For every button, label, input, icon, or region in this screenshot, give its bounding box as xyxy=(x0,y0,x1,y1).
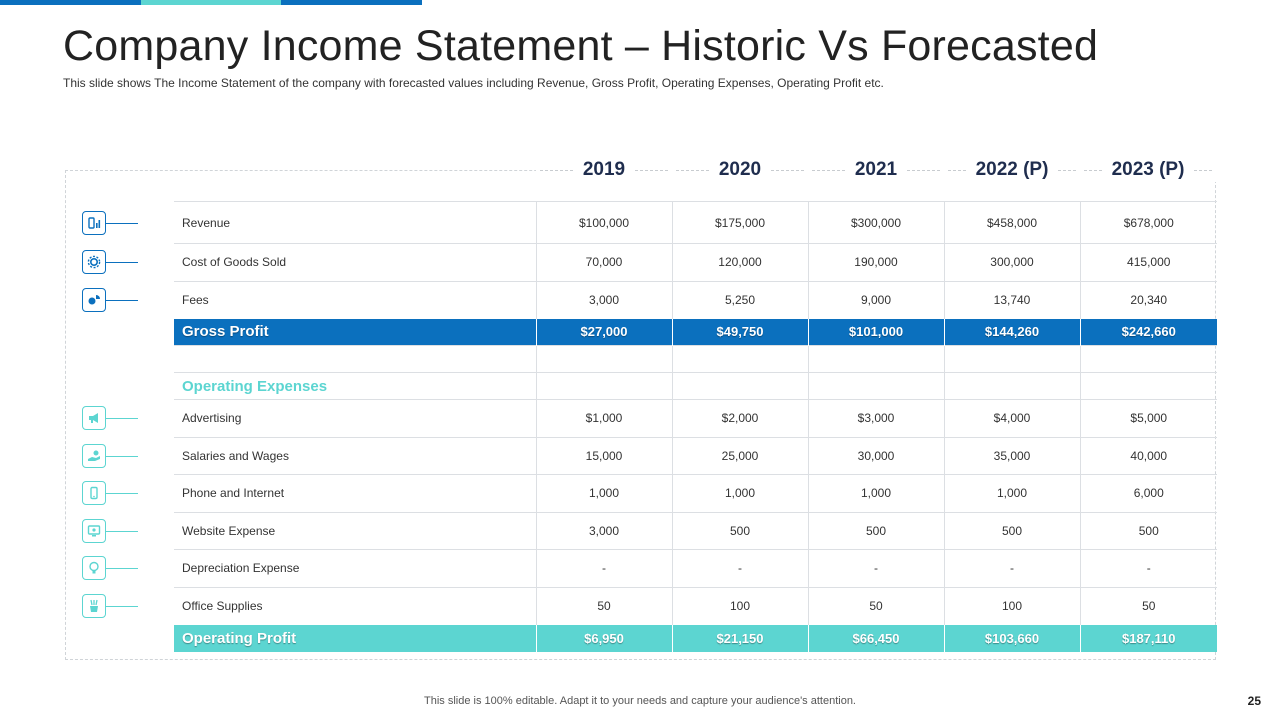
value-cell: 1,000 xyxy=(672,475,808,513)
row-label: Advertising xyxy=(174,400,536,438)
value-cell: 500 xyxy=(808,512,944,550)
value-cell: 70,000 xyxy=(536,244,672,282)
value-cell: 100 xyxy=(944,587,1080,625)
value-cell: 500 xyxy=(1080,512,1217,550)
row-label: Operating Expenses xyxy=(174,373,536,400)
value-cell xyxy=(808,346,944,373)
row-label: Cost of Goods Sold xyxy=(174,244,536,282)
value-cell: 120,000 xyxy=(672,244,808,282)
table-row xyxy=(174,512,1217,550)
value-cell xyxy=(944,346,1080,373)
icon-connector-line xyxy=(106,568,138,569)
year-label: 2019 xyxy=(577,159,631,181)
row-label: Depreciation Expense xyxy=(174,550,536,588)
value-cell: $300,000 xyxy=(808,202,944,244)
value-cell: 3,000 xyxy=(536,512,672,550)
value-cell: 300,000 xyxy=(944,244,1080,282)
operating-profit-row xyxy=(174,625,1217,652)
value-cell: - xyxy=(808,550,944,588)
year-label: 2021 xyxy=(849,159,903,181)
value-cell: $100,000 xyxy=(536,202,672,244)
megaphone-icon xyxy=(82,406,106,430)
value-cell: 415,000 xyxy=(1080,244,1217,282)
income-statement-table xyxy=(174,201,1217,652)
value-cell: 100 xyxy=(672,587,808,625)
bulb-icon xyxy=(82,556,106,580)
value-cell: $103,660 xyxy=(944,625,1080,652)
value-cell: $5,000 xyxy=(1080,400,1217,438)
row-label: Fees xyxy=(174,281,536,319)
table-row xyxy=(174,281,1217,319)
value-cell: $458,000 xyxy=(944,202,1080,244)
value-cell xyxy=(808,373,944,400)
value-cell: $242,660 xyxy=(1080,319,1217,346)
value-cell: 500 xyxy=(672,512,808,550)
value-cell: - xyxy=(672,550,808,588)
value-cell: 1,000 xyxy=(536,475,672,513)
icon-connector-line xyxy=(106,531,138,532)
value-cell xyxy=(672,373,808,400)
accent-segment-1 xyxy=(0,0,141,5)
value-cell: 6,000 xyxy=(1080,475,1217,513)
row-label: Operating Profit xyxy=(174,625,536,652)
section-header-row xyxy=(174,373,1217,400)
value-cell: - xyxy=(536,550,672,588)
value-cell: 40,000 xyxy=(1080,437,1217,475)
value-cell: $2,000 xyxy=(672,400,808,438)
table-row xyxy=(174,400,1217,438)
coins-pie-icon xyxy=(82,288,106,312)
top-accent-bar xyxy=(0,0,422,5)
footer-note: This slide is 100% editable. Adapt it to your needs and capture your audience's attention. xyxy=(424,695,856,707)
value-cell: - xyxy=(944,550,1080,588)
value-cell xyxy=(944,373,1080,400)
value-cell: 500 xyxy=(944,512,1080,550)
value-cell: 13,740 xyxy=(944,281,1080,319)
icon-connector-line xyxy=(106,493,138,494)
value-cell: $66,450 xyxy=(808,625,944,652)
value-cell: 50 xyxy=(1080,587,1217,625)
table-row xyxy=(174,550,1217,588)
value-cell xyxy=(536,346,672,373)
table-row xyxy=(174,587,1217,625)
value-cell: $21,150 xyxy=(672,625,808,652)
row-label xyxy=(174,346,536,373)
value-cell: $678,000 xyxy=(1080,202,1217,244)
value-cell: 15,000 xyxy=(536,437,672,475)
year-header xyxy=(808,158,944,182)
icon-connector-line xyxy=(106,606,138,607)
value-cell: 50 xyxy=(536,587,672,625)
year-header xyxy=(1080,158,1216,182)
value-cell: 9,000 xyxy=(808,281,944,319)
phone-icon xyxy=(82,481,106,505)
value-cell: 35,000 xyxy=(944,437,1080,475)
table-row xyxy=(174,346,1217,373)
value-cell: $3,000 xyxy=(808,400,944,438)
table-row xyxy=(174,475,1217,513)
icon-connector-line xyxy=(106,418,138,419)
year-header xyxy=(536,158,672,182)
row-label: Phone and Internet xyxy=(174,475,536,513)
slide-subtitle: This slide shows The Income Statement of the company with forecasted values including Revenue, Gross Profit, Operating Expenses, Operating Profit etc. xyxy=(63,76,884,90)
value-cell: $27,000 xyxy=(536,319,672,346)
pen-holder-icon xyxy=(82,594,106,618)
icon-connector-line xyxy=(106,300,138,301)
row-label: Office Supplies xyxy=(174,587,536,625)
icon-connector-line xyxy=(106,456,138,457)
value-cell: $49,750 xyxy=(672,319,808,346)
row-label: Salaries and Wages xyxy=(174,437,536,475)
icon-connector-line xyxy=(106,223,138,224)
value-cell xyxy=(1080,346,1217,373)
value-cell: 1,000 xyxy=(944,475,1080,513)
year-label: 2023 (P) xyxy=(1106,159,1191,181)
value-cell xyxy=(536,373,672,400)
monitor-icon xyxy=(82,519,106,543)
year-header xyxy=(944,158,1080,182)
value-cell xyxy=(672,346,808,373)
value-cell xyxy=(1080,373,1217,400)
accent-segment-3 xyxy=(281,0,422,5)
row-label: Revenue xyxy=(174,202,536,244)
value-cell: $175,000 xyxy=(672,202,808,244)
value-cell: $101,000 xyxy=(808,319,944,346)
gross-profit-row xyxy=(174,319,1217,346)
table-row xyxy=(174,244,1217,282)
value-cell: $187,110 xyxy=(1080,625,1217,652)
value-cell: $144,260 xyxy=(944,319,1080,346)
slide-title: Company Income Statement – Historic Vs Forecasted xyxy=(63,22,1099,70)
value-cell: 50 xyxy=(808,587,944,625)
value-cell: - xyxy=(1080,550,1217,588)
hand-money-icon xyxy=(82,444,106,468)
gear-icon xyxy=(82,250,106,274)
year-label: 2020 xyxy=(713,159,767,181)
mobile-chart-icon xyxy=(82,211,106,235)
value-cell: 25,000 xyxy=(672,437,808,475)
value-cell: 30,000 xyxy=(808,437,944,475)
row-label: Gross Profit xyxy=(174,319,536,346)
year-label: 2022 (P) xyxy=(970,159,1055,181)
value-cell: 20,340 xyxy=(1080,281,1217,319)
value-cell: $1,000 xyxy=(536,400,672,438)
value-cell: 5,250 xyxy=(672,281,808,319)
value-cell: 1,000 xyxy=(808,475,944,513)
value-cell: $6,950 xyxy=(536,625,672,652)
year-header xyxy=(672,158,808,182)
table-row xyxy=(174,437,1217,475)
accent-segment-2 xyxy=(141,0,282,5)
value-cell: $4,000 xyxy=(944,400,1080,438)
value-cell: 190,000 xyxy=(808,244,944,282)
table-row xyxy=(174,202,1217,244)
row-label: Website Expense xyxy=(174,512,536,550)
page-number: 25 xyxy=(1247,694,1261,708)
value-cell: 3,000 xyxy=(536,281,672,319)
table-body xyxy=(174,202,1217,652)
icon-connector-line xyxy=(106,262,138,263)
